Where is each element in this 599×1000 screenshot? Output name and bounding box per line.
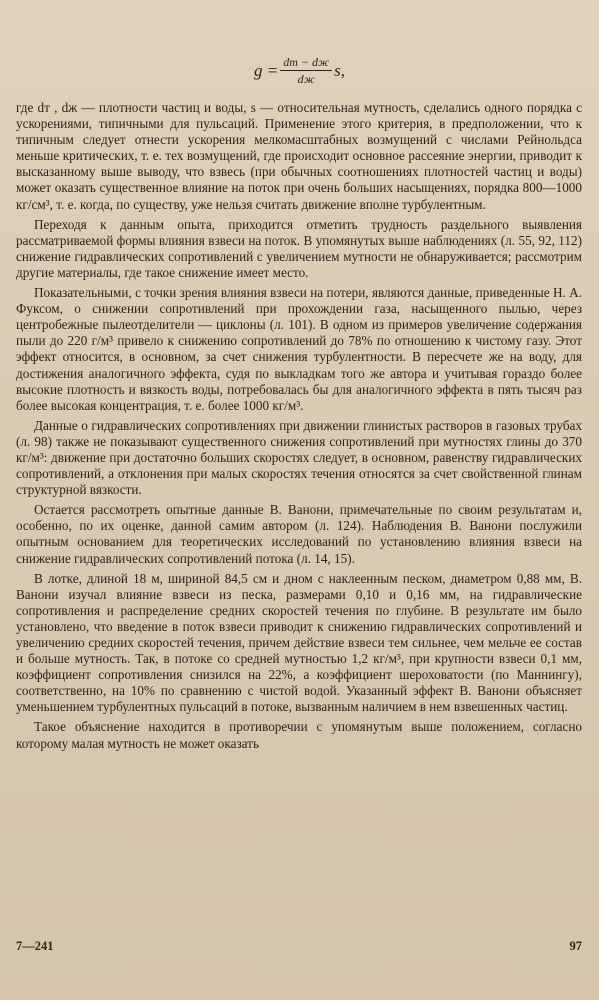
paragraph-1: где dт , dж — плотности частиц и воды, s — относительная мутность, сделались одного порядка с ускорениями, типичными для пульсаций. Применение этого критерия, в предположении, что к типичным следует отнести ускорения мелкомасштабных возмущений с числами Рейнольдса меньше критических, т. е. тех возмущений, где происходит основное рассеяние энергии, приводит к высказанному выше выводу, что взвесь (при обычных соотношениях плотностей частиц и воды) может оказать существенное влияние на поток при очень больших насыщениях, порядка 800—1000 кг/см³, т. е. когда, по существу, уже нельзя считать движение вполне турбулентным. xyxy=(16,100,582,212)
formula-denominator: dж xyxy=(297,72,315,86)
paragraph-6: В лотке, длиной 18 м, шириной 84,5 см и дном с наклеенным песком, диаметром 0,88 мм, В. Ванони изучал влияние взвеси из песка, размерами 0,10 и 0,16 мм, на гидравлические сопротивления и распределение средних скоростей течения по глубине. В результате им было установлено, что введение в поток взвеси приводит к снижению гидравлических сопротивлений и увеличению средних скоростей течения, причем действие взвеси тем сильнее, чем мельче ее состав и больше мутность. Так, в потоке со средней мутностью 1,2 кг/м³, при крупности взвеси 0,1 мм, коэффициент сопротивления снизился на 22%, а коэффициент шероховатости (по Маннингу), соответственно, на 10% по сравнению с чистой водой. Указанный эффект В. Ванони объясняет уменьшением турбулентных пульсаций в потоке, вызванным наличием в нем взвешенных частиц. xyxy=(16,570,582,715)
paragraph-2: Переходя к данным опыта, приходится отметить трудность раздельного выявления рассматриваемой формы влияния взвеси на поток. В упомянутых выше наблюдениях (л. 55, 92, 112) снижение гидравлических сопротивлений с увеличением мутности не обнаруживается; рассмотрим другие материалы, где такое снижение имеет место. xyxy=(16,216,582,280)
formula-lhs: g = xyxy=(253,61,279,80)
formula-fraction xyxy=(280,56,332,85)
printer-signature: 7—241 xyxy=(16,939,54,953)
paragraph-3: Показательными, с точки зрения влияния взвеси на потери, являются данные, приведенные Н. А. Фуксом, о снижении сопротивлений при прохождении газа, насыщенного пылью, через центробежные пылеотделители — циклоны (л. 101). В одном из примеров увеличение содержания пыли до 220 г/м³ привело к снижению сопротивлений до 78% по отношению к чистому газу. Этот эффект относится, в основном, за счет снижения турбулентности. В пересчете же на воду, для достижения аналогичного эффекта, судя по выкладкам того же автора и учитывая гораздо более высокие плотность и вязкость воды, потребовалась бы для аналогичного эффекта в пять тысяч раз более высокая концентрация, т. е. более 1000 кг/м³. xyxy=(16,285,582,413)
formula-rhs: s, xyxy=(334,61,346,80)
page-number: 97 xyxy=(569,939,582,953)
page-footer xyxy=(16,939,582,954)
paragraph-5: Остается рассмотреть опытные данные В. Ванони, примечательные по своим результатам и, особенно, по их оценке, данной самим автором (л. 124). Наблюдения В. Ванони послужили опытным основанием для теоретических исследований по установлению влияния взвеси на снижение гидравлических сопротивлений потока (л. 14, 15). xyxy=(16,502,582,566)
formula xyxy=(0,56,599,85)
formula-numerator: dт − dж xyxy=(280,56,332,71)
body-text xyxy=(16,100,582,756)
paragraph-7: Такое объяснение находится в противоречии с упомянутым выше положением, согласно которому малая мутность не может оказать xyxy=(16,719,582,751)
paragraph-4: Данные о гидравлических сопротивлениях при движении глинистых растворов в газовых трубах (л. 98) также не показывают существенного снижения сопротивлений при мутностях глины до 370 кг/м³: движение при достаточно больших скоростях следует, в основном, равенству гидравлических сопротивлений, а отклонения при малых скоростях течения относятся за счет свойственной глинам структурной вязкости. xyxy=(16,417,582,498)
